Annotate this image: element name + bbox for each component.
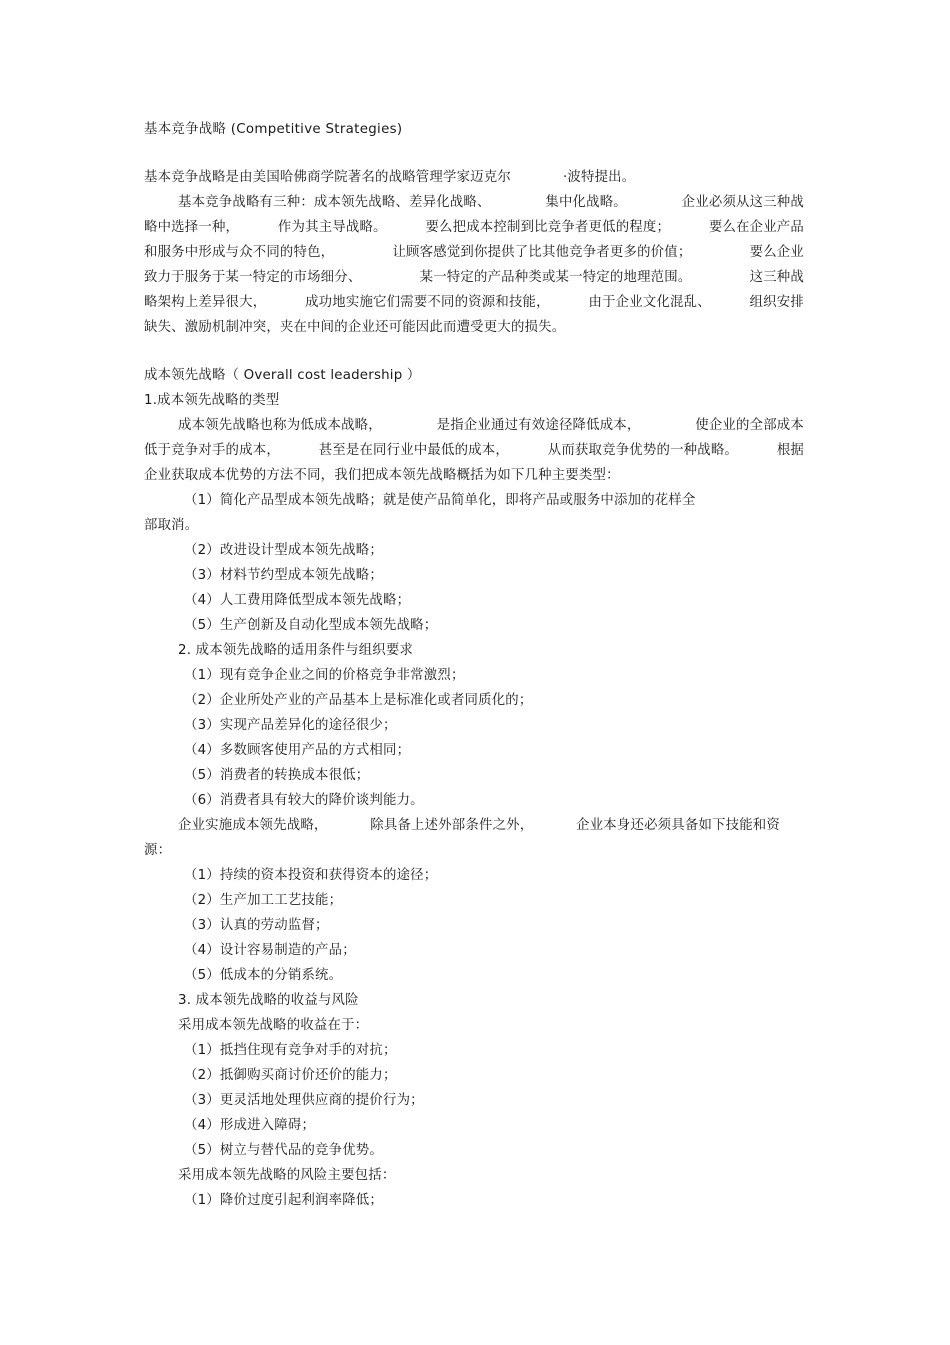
- skill-item: （5）低成本的分销系统。: [184, 968, 343, 983]
- document-body: [144, 117, 804, 1213]
- skill-item: （2）生产加工工艺技能；: [184, 893, 343, 908]
- intro-line-7: 缺失、激励机制冲突，夹在中间的企业还可能因此而遭受更大的损失。: [144, 320, 566, 335]
- benefit-item: （4）形成进入障碍；: [184, 1118, 316, 1133]
- subsection-3-title: 3. 成本领先战略的收益与风险: [178, 993, 359, 1008]
- condition-item: （3）实现产品差异化的途径很少；: [184, 718, 397, 733]
- subsection-1-title: 1.成本领先战略的类型: [144, 393, 280, 408]
- intro-line-4: 和服务中形成与众不同的特色， 让顾客感觉到你提供了比其他竞争者更多的价值； 要么企业: [144, 245, 804, 260]
- skill-item: （3）认真的劳动监督；: [184, 918, 329, 933]
- risk-item: （1）降价过度引起利润率降低；: [184, 1193, 383, 1208]
- p1-line-1: 成本领先战略也称为低成本战略， 是指企业通过有效途径降低成本， 使企业的全部成本: [178, 418, 804, 433]
- intro-line-2: 基本竞争战略有三种：成本领先战略、差异化战略、 集中化战略。 企业必须从这三种战: [178, 195, 804, 210]
- intro-line-5: 致力于服务于某一特定的市场细分、 某一特定的产品种类或某一特定的地理范围。 这三种战: [144, 270, 804, 285]
- type-item-2: （2）改进设计型成本领先战略；: [184, 543, 383, 558]
- risks-intro: 采用成本领先战略的风险主要包括：: [178, 1168, 396, 1183]
- intro-line-1: 基本竞争战略是由美国哈佛商学院著名的战略管理学家迈克尔 ·波特提出。: [144, 170, 636, 185]
- intro-line-3: 略中选择一种， 作为其主导战略。 要么把成本控制到比竞争者更低的程度； 要么在企业产品: [144, 220, 804, 235]
- type-item-3: （3）材料节约型成本领先战略；: [184, 568, 383, 583]
- p2-line-1: 企业实施成本领先战略， 除具备上述外部条件之外， 企业本身还必须具备如下技能和资: [178, 818, 780, 833]
- condition-item: （2）企业所处产业的产品基本上是标准化或者同质化的；: [184, 693, 533, 708]
- type-item-4: （4）人工费用降低型成本领先战略；: [184, 593, 411, 608]
- section-heading: 成本领先战略（ Overall cost leadership ）: [144, 368, 421, 383]
- condition-item: （6）消费者具有较大的降价谈判能力。: [184, 793, 424, 808]
- p1-line-2: 低于竞争对手的成本， 甚至是在同行业中最低的成本， 从而获取竞争优势的一种战略。 根据: [144, 443, 804, 458]
- benefit-item: （2）抵御购买商讨价还价的能力；: [184, 1068, 397, 1083]
- benefit-item: （5）树立与替代品的竞争优势。: [184, 1143, 383, 1158]
- type-item-1b: 部取消。: [144, 518, 199, 533]
- document-title: 基本竞争战略 (Competitive Strategies): [144, 122, 403, 137]
- benefits-intro: 采用成本领先战略的收益在于：: [178, 1018, 369, 1033]
- type-item-1a: （1）简化产品型成本领先战略；就是使产品简单化，即将产品或服务中添加的花样全: [184, 493, 696, 508]
- p1-line-3: 企业获取成本优势的方法不同，我们把成本领先战略概括为如下几种主要类型：: [144, 468, 620, 483]
- skill-item: （1）持续的资本投资和获得资本的途径；: [184, 868, 438, 883]
- benefit-item: （3）更灵活地处理供应商的提价行为；: [184, 1093, 424, 1108]
- benefit-item: （1）抵挡住现有竞争对手的对抗；: [184, 1043, 397, 1058]
- skill-item: （4）设计容易制造的产品；: [184, 943, 356, 958]
- type-item-5: （5）生产创新及自动化型成本领先战略；: [184, 618, 438, 633]
- intro-line-6: 略架构上差异很大， 成功地实施它们需要不同的资源和技能， 由于企业文化混乱、 组织安排: [144, 295, 804, 310]
- p2-line-2: 源：: [144, 843, 172, 858]
- condition-item: （5）消费者的转换成本很低；: [184, 768, 370, 783]
- condition-item: （4）多数顾客使用产品的方式相同；: [184, 743, 411, 758]
- condition-item: （1）现有竞争企业之间的价格竞争非常激烈；: [184, 668, 465, 683]
- subsection-2-title: 2. 成本领先战略的适用条件与组织要求: [178, 643, 414, 658]
